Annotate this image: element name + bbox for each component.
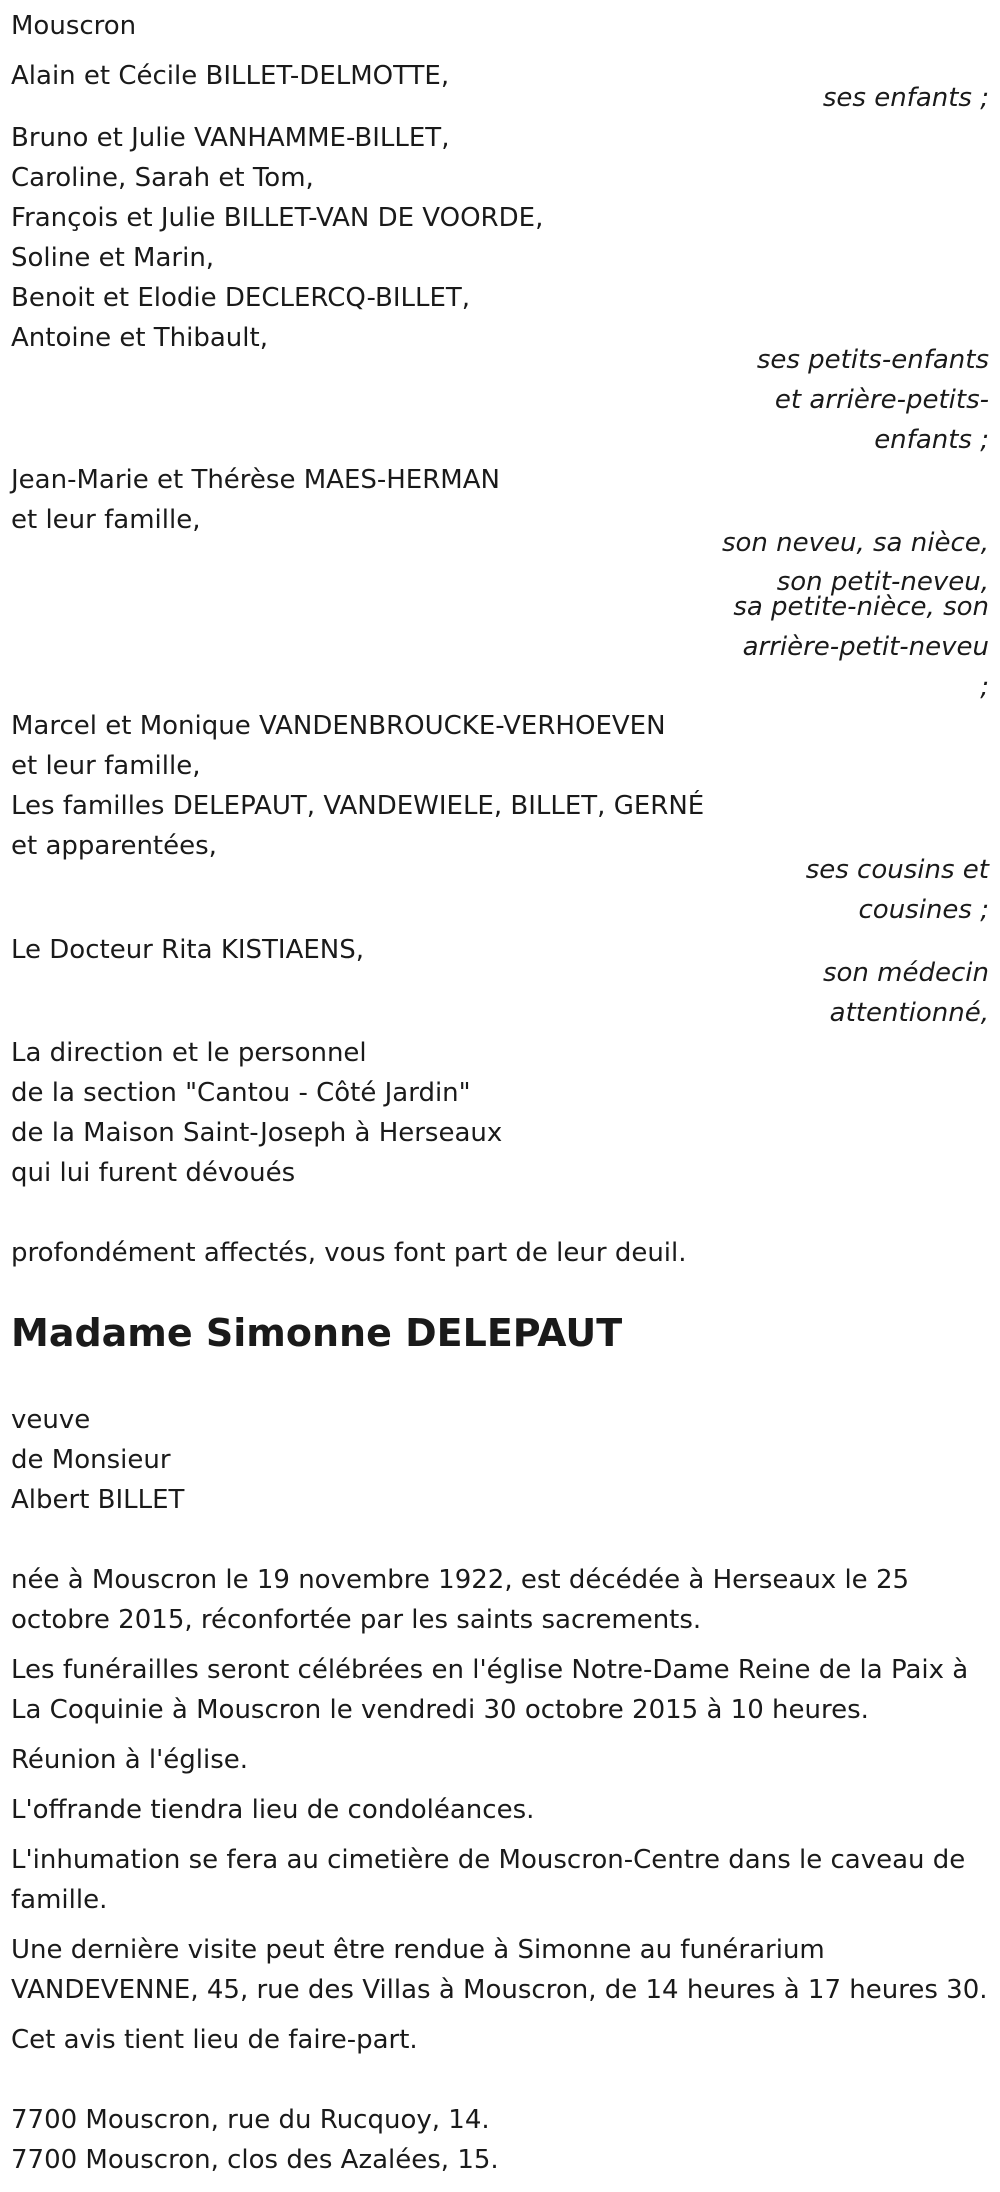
- details-line-10: VANDEVENNE, 45, rue des Villas à Mouscron, de 14 heures à 17 heures 30.: [11, 1975, 988, 2005]
- grandchildren-line-5: Benoit et Elodie DECLERCQ-BILLET,: [11, 283, 471, 313]
- grandchildren-line-4: Soline et Marin,: [11, 243, 215, 273]
- widow-line-2: de Monsieur: [11, 1445, 171, 1475]
- details-line-3: Les funérailles seront célébrées en l'église Notre-Dame Reine de la Paix à: [11, 1655, 969, 1685]
- details-line-1: née à Mouscron le 19 novembre 1922, est décédée à Herseaux le 25: [11, 1565, 910, 1595]
- staff-line-2: de la section "Cantou - Côté Jardin": [11, 1078, 471, 1108]
- children-role: ses enfants ;: [822, 83, 989, 113]
- cousins-line-1: Marcel et Monique VANDENBROUCKE-VERHOEVEN: [11, 711, 666, 741]
- grandchildren-role-2: et arrière-petits-: [774, 385, 989, 415]
- widow-line-1: veuve: [11, 1405, 91, 1435]
- announcement-text: profondément affectés, vous font part de leur deuil.: [11, 1238, 687, 1268]
- grandchildren-line-3: François et Julie BILLET-VAN DE VOORDE,: [11, 203, 544, 233]
- nephew-line-2: et leur famille,: [11, 505, 201, 535]
- cousins-line-2: et leur famille,: [11, 751, 201, 781]
- nephew-role-3: sa petite-nièce, son: [733, 592, 989, 622]
- deceased-name: Madame Simonne DELEPAUT: [11, 1311, 623, 1355]
- details-line-7: L'inhumation se fera au cimetière de Mouscron-Centre dans le caveau de: [11, 1845, 966, 1875]
- details-line-6: L'offrande tiendra lieu de condoléances.: [11, 1795, 535, 1825]
- details-line-11: Cet avis tient lieu de faire-part.: [11, 2025, 418, 2055]
- details-line-2: octobre 2015, réconfortée par les saints sacrements.: [11, 1605, 702, 1635]
- grandchildren-role-3: enfants ;: [874, 425, 989, 455]
- nephew-role-1: son neveu, sa nièce,: [721, 528, 989, 558]
- widow-line-3: Albert BILLET: [11, 1485, 185, 1515]
- cousins-role-2: cousines ;: [858, 895, 989, 925]
- nephew-role-4: arrière-petit-neveu: [742, 632, 989, 662]
- details-line-4: La Coquinie à Mouscron le vendredi 30 octobre 2015 à 10 heures.: [11, 1695, 869, 1725]
- nephew-role-5: ;: [980, 672, 989, 702]
- cousins-line-3: Les familles DELEPAUT, VANDEWIELE, BILLET, GERNÉ: [11, 791, 705, 821]
- grandchildren-role-1: ses petits-enfants: [756, 345, 989, 375]
- cousins-role-1: ses cousins et: [805, 855, 989, 885]
- doctor-role-1: son médecin: [822, 958, 989, 988]
- grandchildren-line-2: Caroline, Sarah et Tom,: [11, 163, 314, 193]
- grandchildren-line-1: Bruno et Julie VANHAMME-BILLET,: [11, 123, 450, 153]
- address-line-2: 7700 Mouscron, clos des Azalées, 15.: [11, 2145, 499, 2175]
- doctor-role-2: attentionné,: [829, 998, 989, 1028]
- nephew-role-2: son petit-neveu,: [776, 567, 989, 597]
- grandchildren-line-6: Antoine et Thibault,: [11, 323, 268, 353]
- city-header: Mouscron: [11, 11, 137, 41]
- details-line-9: Une dernière visite peut être rendue à Simonne au funérarium: [11, 1935, 825, 1965]
- staff-line-4: qui lui furent dévoués: [11, 1158, 296, 1188]
- nephew-line-1: Jean-Marie et Thérèse MAES-HERMAN: [11, 465, 500, 495]
- address-line-1: 7700 Mouscron, rue du Rucquoy, 14.: [11, 2105, 490, 2135]
- details-line-8: famille.: [11, 1885, 108, 1915]
- cousins-line-4: et apparentées,: [11, 831, 217, 861]
- details-line-5: Réunion à l'église.: [11, 1745, 249, 1775]
- staff-line-3: de la Maison Saint-Joseph à Herseaux: [11, 1118, 503, 1148]
- staff-line-1: La direction et le personnel: [11, 1038, 367, 1068]
- doctor-line: Le Docteur Rita KISTIAENS,: [11, 935, 365, 965]
- children-names: Alain et Cécile BILLET-DELMOTTE,: [11, 61, 450, 91]
